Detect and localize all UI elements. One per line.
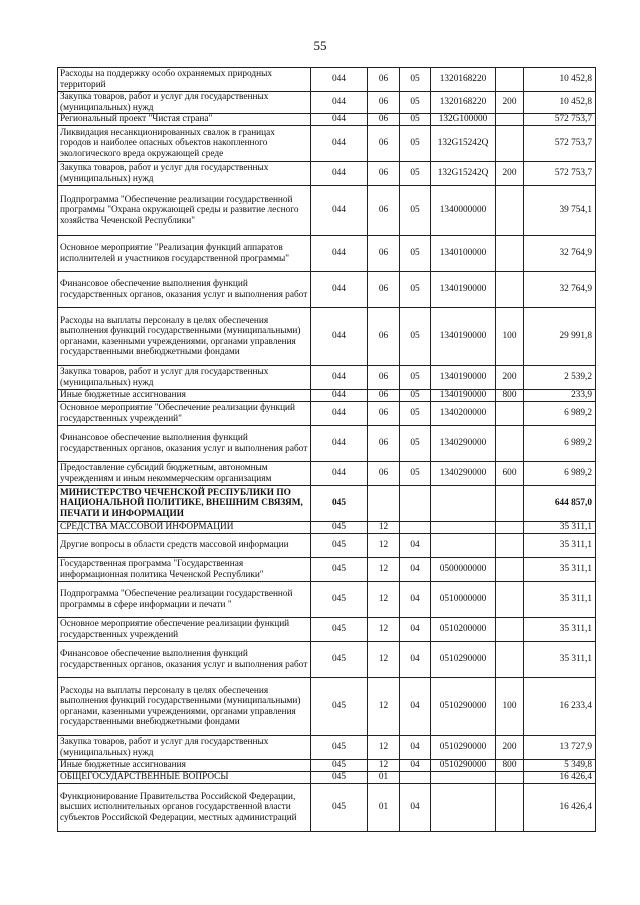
row-rz: 12 xyxy=(368,760,400,772)
page-number: 55 xyxy=(313,38,327,53)
row-rz: 06 xyxy=(368,236,400,272)
table-row xyxy=(58,784,596,832)
row-ved: 044 xyxy=(311,426,368,462)
row-sum: 13 727,9 xyxy=(524,736,596,760)
row-name: Финансовое обеспечение выполнения функций государственных органов, оказания услуг и выполнения работ xyxy=(58,272,311,308)
row-sum: 644 857,0 xyxy=(524,486,596,522)
row-ved: 044 xyxy=(311,162,368,186)
row-sum: 35 311,1 xyxy=(524,558,596,582)
row-rz: 01 xyxy=(368,784,400,832)
row-name: СРЕДСТВА МАССОВОЙ ИНФОРМАЦИИ xyxy=(58,522,311,534)
row-sum: 16 426,4 xyxy=(524,784,596,832)
row-vr xyxy=(496,186,524,236)
row-ved: 044 xyxy=(311,236,368,272)
table-row xyxy=(58,678,596,736)
row-ved: 044 xyxy=(311,126,368,162)
row-sum: 32 764,9 xyxy=(524,236,596,272)
row-name: Иные бюджетные ассигнования xyxy=(58,760,311,772)
row-csr: 1340190000 xyxy=(431,272,496,308)
row-rz: 06 xyxy=(368,462,400,486)
row-vr xyxy=(496,534,524,558)
table-row xyxy=(58,92,596,114)
row-pr: 05 xyxy=(400,366,431,390)
row-csr xyxy=(431,486,496,522)
row-csr: 1340290000 xyxy=(431,462,496,486)
row-csr: 0510000000 xyxy=(431,582,496,618)
row-name: Подпрограмма "Обеспечение реализации государственной программы в сфере информации и печати " xyxy=(58,582,311,618)
row-name: Финансовое обеспечение выполнения функций государственных органов, оказания услуг и выполнения работ xyxy=(58,642,311,678)
row-pr: 04 xyxy=(400,736,431,760)
row-csr xyxy=(431,522,496,534)
table-row xyxy=(58,642,596,678)
row-csr: 0510290000 xyxy=(431,642,496,678)
table-row xyxy=(58,402,596,426)
row-name: Другие вопросы в области средств массовой информации xyxy=(58,534,311,558)
row-ved: 045 xyxy=(311,642,368,678)
row-name: Региональный проект "Чистая страна" xyxy=(58,114,311,126)
row-sum: 35 311,1 xyxy=(524,642,596,678)
row-sum: 35 311,1 xyxy=(524,618,596,642)
row-sum: 10 452,8 xyxy=(524,92,596,114)
row-rz: 12 xyxy=(368,534,400,558)
row-rz: 06 xyxy=(368,114,400,126)
row-csr: 0510200000 xyxy=(431,618,496,642)
row-rz: 06 xyxy=(368,126,400,162)
row-name: Закупка товаров, работ и услуг для государственных (муниципальных) нужд xyxy=(58,92,311,114)
row-name: Расходы на поддержку особо охраняемых природных территорий xyxy=(58,68,311,92)
row-name: Ликвидация несанкционированных свалок в границах городов и наиболее опасных объектов накопленного экологического вреда окружающей среде xyxy=(58,126,311,162)
row-csr: 132G15242Q xyxy=(431,126,496,162)
row-sum: 572 753,7 xyxy=(524,114,596,126)
row-pr: 05 xyxy=(400,426,431,462)
row-vr xyxy=(496,642,524,678)
row-name: Функционирование Правительства Российской Федерации, высших исполнительных органов государственной власти субъектов Российской Федерации, местных администраций xyxy=(58,784,311,832)
table-row xyxy=(58,760,596,772)
table-row xyxy=(58,618,596,642)
row-ved: 044 xyxy=(311,308,368,366)
row-ved: 044 xyxy=(311,402,368,426)
row-pr xyxy=(400,486,431,522)
row-csr: 1340200000 xyxy=(431,402,496,426)
row-ved: 045 xyxy=(311,784,368,832)
row-vr: 800 xyxy=(496,760,524,772)
row-rz: 12 xyxy=(368,736,400,760)
row-vr: 200 xyxy=(496,366,524,390)
row-sum: 233,9 xyxy=(524,390,596,402)
row-rz: 06 xyxy=(368,402,400,426)
row-ved: 044 xyxy=(311,272,368,308)
row-rz: 06 xyxy=(368,92,400,114)
row-vr: 100 xyxy=(496,678,524,736)
row-ved: 045 xyxy=(311,736,368,760)
row-ved: 045 xyxy=(311,760,368,772)
row-csr: 1340290000 xyxy=(431,426,496,462)
table-row xyxy=(58,558,596,582)
row-rz: 12 xyxy=(368,678,400,736)
row-vr xyxy=(496,126,524,162)
row-rz: 12 xyxy=(368,642,400,678)
row-pr: 04 xyxy=(400,582,431,618)
row-rz xyxy=(368,486,400,522)
table-row xyxy=(58,366,596,390)
row-rz: 01 xyxy=(368,772,400,784)
row-sum: 35 311,1 xyxy=(524,522,596,534)
row-ved: 045 xyxy=(311,618,368,642)
row-vr: 100 xyxy=(496,308,524,366)
row-pr: 04 xyxy=(400,642,431,678)
table-row xyxy=(58,236,596,272)
row-rz: 12 xyxy=(368,522,400,534)
row-rz: 12 xyxy=(368,558,400,582)
budget-table xyxy=(57,67,596,832)
row-name: Закупка товаров, работ и услуг для государственных (муниципальных) нужд xyxy=(58,366,311,390)
row-sum: 2 539,2 xyxy=(524,366,596,390)
row-pr: 04 xyxy=(400,534,431,558)
row-vr: 800 xyxy=(496,390,524,402)
row-sum: 35 311,1 xyxy=(524,582,596,618)
row-sum: 6 989,2 xyxy=(524,402,596,426)
table-row xyxy=(58,126,596,162)
table-row xyxy=(58,162,596,186)
row-name: Подпрограмма "Обеспечение реализации государственной программы "Охрана окружающей среды и развитие лесного хозяйства Чеченской Республики" xyxy=(58,186,311,236)
row-csr: 0510290000 xyxy=(431,678,496,736)
table-row xyxy=(58,462,596,486)
row-sum: 5 349,8 xyxy=(524,760,596,772)
row-pr xyxy=(400,772,431,784)
row-csr: 132G15242Q xyxy=(431,162,496,186)
row-csr: 1340100000 xyxy=(431,236,496,272)
row-vr xyxy=(496,426,524,462)
row-sum: 6 989,2 xyxy=(524,462,596,486)
row-csr: 0510290000 xyxy=(431,760,496,772)
row-ved: 044 xyxy=(311,366,368,390)
table-row xyxy=(58,736,596,760)
row-sum: 6 989,2 xyxy=(524,426,596,462)
row-pr: 05 xyxy=(400,68,431,92)
row-pr: 05 xyxy=(400,308,431,366)
row-pr: 05 xyxy=(400,114,431,126)
row-sum: 39 754,1 xyxy=(524,186,596,236)
row-ved: 045 xyxy=(311,678,368,736)
row-pr: 04 xyxy=(400,678,431,736)
row-sum: 29 991,8 xyxy=(524,308,596,366)
table-row xyxy=(58,582,596,618)
row-rz: 06 xyxy=(368,390,400,402)
row-name: Государственная программа "Государственная информационная политика Чеченской Республики" xyxy=(58,558,311,582)
row-name: Расходы на выплаты персоналу в целях обеспечения выполнения функций государственными (муниципальными) органами, казенными учреждениями, органами управления государственными внебюджетными фондами xyxy=(58,308,311,366)
row-pr: 05 xyxy=(400,272,431,308)
row-csr: 1340190000 xyxy=(431,308,496,366)
table-row xyxy=(58,308,596,366)
row-name: Финансовое обеспечение выполнения функций государственных органов, оказания услуг и выполнения работ xyxy=(58,426,311,462)
row-ved: 045 xyxy=(311,558,368,582)
row-sum: 16 233,4 xyxy=(524,678,596,736)
row-csr: 1320168220 xyxy=(431,92,496,114)
row-vr xyxy=(496,272,524,308)
row-name: Расходы на выплаты персоналу в целях обеспечения выполнения функций государственными (муниципальными) органами, казенными учреждениями, органами управления государственными внебюджетными фондами xyxy=(58,678,311,736)
row-name: Основное мероприятие обеспечение реализации функций государственных учреждений xyxy=(58,618,311,642)
row-rz: 06 xyxy=(368,366,400,390)
row-rz: 06 xyxy=(368,426,400,462)
row-ved: 045 xyxy=(311,486,368,522)
row-ved: 044 xyxy=(311,390,368,402)
row-pr: 04 xyxy=(400,760,431,772)
row-ved: 045 xyxy=(311,772,368,784)
row-pr xyxy=(400,522,431,534)
row-pr: 04 xyxy=(400,558,431,582)
row-vr xyxy=(496,784,524,832)
row-pr: 05 xyxy=(400,126,431,162)
row-rz: 06 xyxy=(368,186,400,236)
row-name: Закупка товаров, работ и услуг для государственных (муниципальных) нужд xyxy=(58,736,311,760)
row-vr xyxy=(496,582,524,618)
row-vr xyxy=(496,114,524,126)
row-vr xyxy=(496,486,524,522)
row-sum: 32 764,9 xyxy=(524,272,596,308)
row-csr: 0500000000 xyxy=(431,558,496,582)
row-vr xyxy=(496,236,524,272)
row-csr: 1340190000 xyxy=(431,366,496,390)
row-ved: 044 xyxy=(311,114,368,126)
row-csr xyxy=(431,534,496,558)
row-ved: 045 xyxy=(311,582,368,618)
row-vr xyxy=(496,402,524,426)
row-sum: 16 426,4 xyxy=(524,772,596,784)
row-name: Закупка товаров, работ и услуг для государственных (муниципальных) нужд xyxy=(58,162,311,186)
row-ved: 044 xyxy=(311,462,368,486)
row-csr: 1340190000 xyxy=(431,390,496,402)
row-pr: 05 xyxy=(400,236,431,272)
row-sum: 572 753,7 xyxy=(524,162,596,186)
row-csr: 132G100000 xyxy=(431,114,496,126)
row-sum: 10 452,8 xyxy=(524,68,596,92)
table-row xyxy=(58,114,596,126)
row-vr xyxy=(496,618,524,642)
row-rz: 12 xyxy=(368,618,400,642)
row-name: Основное мероприятие "Реализация функций аппаратов исполнителей и участников государственной программы" xyxy=(58,236,311,272)
table-row xyxy=(58,534,596,558)
row-pr: 05 xyxy=(400,162,431,186)
row-vr xyxy=(496,522,524,534)
table-row xyxy=(58,522,596,534)
row-name: МИНИСТЕРСТВО ЧЕЧЕНСКОЙ РЕСПУБЛИКИ ПО НАЦИОНАЛЬНОЙ ПОЛИТИКЕ, ВНЕШНИМ СВЯЗЯМ, ПЕЧАТИ И ИНФОРМАЦИИ xyxy=(58,486,311,522)
row-rz: 06 xyxy=(368,162,400,186)
row-rz: 06 xyxy=(368,272,400,308)
row-vr: 200 xyxy=(496,736,524,760)
row-sum: 35 311,1 xyxy=(524,534,596,558)
table-row xyxy=(58,426,596,462)
row-pr: 05 xyxy=(400,402,431,426)
row-csr: 1320168220 xyxy=(431,68,496,92)
table-row xyxy=(58,390,596,402)
row-ved: 044 xyxy=(311,92,368,114)
row-pr: 05 xyxy=(400,462,431,486)
row-ved: 044 xyxy=(311,68,368,92)
row-csr: 0510290000 xyxy=(431,736,496,760)
row-sum: 572 753,7 xyxy=(524,126,596,162)
row-vr xyxy=(496,68,524,92)
row-name: Предоставление субсидий бюджетным, автономным учреждениям и иным некоммерческим организациям xyxy=(58,462,311,486)
row-rz: 06 xyxy=(368,308,400,366)
row-ved: 044 xyxy=(311,186,368,236)
table-row xyxy=(58,68,596,92)
row-pr: 04 xyxy=(400,618,431,642)
row-vr xyxy=(496,772,524,784)
row-name: Иные бюджетные ассигнования xyxy=(58,390,311,402)
table-row xyxy=(58,486,596,522)
row-pr: 05 xyxy=(400,186,431,236)
row-csr xyxy=(431,772,496,784)
row-ved: 045 xyxy=(311,534,368,558)
row-ved: 045 xyxy=(311,522,368,534)
row-csr xyxy=(431,784,496,832)
row-vr: 600 xyxy=(496,462,524,486)
row-pr: 04 xyxy=(400,784,431,832)
row-vr: 200 xyxy=(496,92,524,114)
row-vr xyxy=(496,558,524,582)
row-name: ОБЩЕГОСУДАРСТВЕННЫЕ ВОПРОСЫ xyxy=(58,772,311,784)
row-rz: 12 xyxy=(368,582,400,618)
row-vr: 200 xyxy=(496,162,524,186)
row-pr: 05 xyxy=(400,92,431,114)
row-rz: 06 xyxy=(368,68,400,92)
table-row xyxy=(58,272,596,308)
row-csr: 1340000000 xyxy=(431,186,496,236)
row-pr: 05 xyxy=(400,390,431,402)
table-row xyxy=(58,772,596,784)
row-name: Основное мероприятие "Обеспечение реализации функций государственных учреждений" xyxy=(58,402,311,426)
table-row xyxy=(58,186,596,236)
